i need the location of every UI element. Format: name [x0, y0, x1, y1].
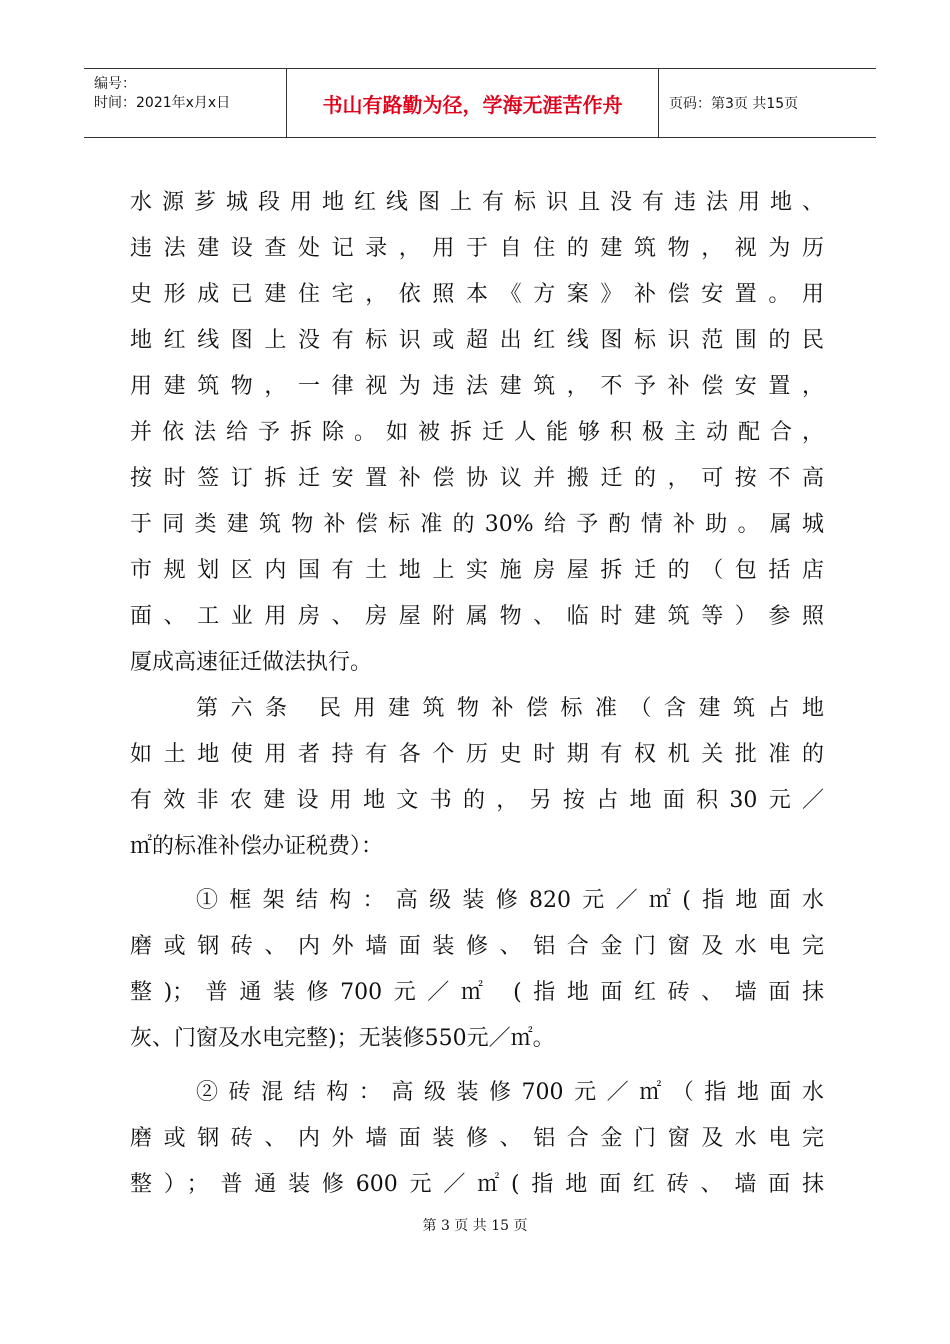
time-label: 时间：2021年x月x日 — [94, 95, 231, 111]
number-label: 编号： — [94, 76, 136, 92]
header-meta — [84, 69, 286, 137]
page-footer: 第 3 页 共 15 页 — [422, 1218, 528, 1234]
text-line: 厦成高速征迁做法执行。 — [130, 650, 373, 675]
page-header — [84, 68, 876, 138]
text-line: 市规划区内国有土地上实施房屋拆迁的（包括店 — [130, 558, 824, 583]
article-heading-line: 第六条 民用建筑物补偿标准（含建筑占地 — [196, 696, 824, 721]
text-line: 整)；普通装修700元／㎡ (指地面红砖、墙面抹 — [130, 980, 824, 1005]
text-line: 用建筑物，一律视为违法建筑，不予补偿安置， — [130, 374, 824, 399]
text-line: 史形成已建住宅，依照本《方案》补偿安置。用 — [130, 282, 824, 307]
text-line: 按时签订拆迁安置补偿协议并搬迁的，可按不高 — [130, 466, 824, 491]
page-info-text: 页码：第3页 共15页 — [669, 96, 799, 112]
item-brick-structure-line: ②砖混结构：高级装修700元／㎡（指地面水 — [196, 1080, 824, 1105]
header-page-info — [659, 69, 876, 137]
text-line: 并依法给予拆除。如被拆迁人能够积极主动配合， — [130, 420, 824, 445]
text-line: ㎡的标准补偿办证税费）： — [130, 834, 384, 859]
text-line: 如土地使用者持有各个历史时期有权机关批准的 — [130, 742, 824, 767]
motto-text: 书山有路勤为径，学海无涯苦作舟 — [322, 92, 623, 117]
text-line: 于同类建筑物补偿标准的30%给予酌情补助。属城 — [130, 512, 824, 537]
text-line: 违法建设查处记录，用于自住的建筑物，视为历 — [130, 236, 824, 261]
text-line: 灰、门窗及水电完整)；无装修550元／㎡。 — [130, 1026, 555, 1051]
text-line: 磨或钢砖、内外墙面装修、铝合金门窗及水电完 — [130, 934, 824, 959]
text-line: 磨或钢砖、内外墙面装修、铝合金门窗及水电完 — [130, 1126, 824, 1151]
item-frame-structure-line: ①框架结构：高级装修820元／㎡(指地面水 — [196, 888, 824, 913]
text-line: 水源芗城段用地红线图上有标识且没有违法用地、 — [130, 190, 824, 215]
document-body — [130, 180, 824, 1208]
text-line: 面、工业用房、房屋附属物、临时建筑等）参照 — [130, 604, 824, 629]
header-motto — [286, 69, 659, 137]
text-line: 有效非农建设用地文书的，另按占地面积30元／ — [130, 788, 824, 813]
text-line: 整）；普通装修600元／㎡(指地面红砖、墙面抹 — [130, 1172, 824, 1197]
text-line: 地红线图上没有标识或超出红线图标识范围的民 — [130, 328, 824, 353]
